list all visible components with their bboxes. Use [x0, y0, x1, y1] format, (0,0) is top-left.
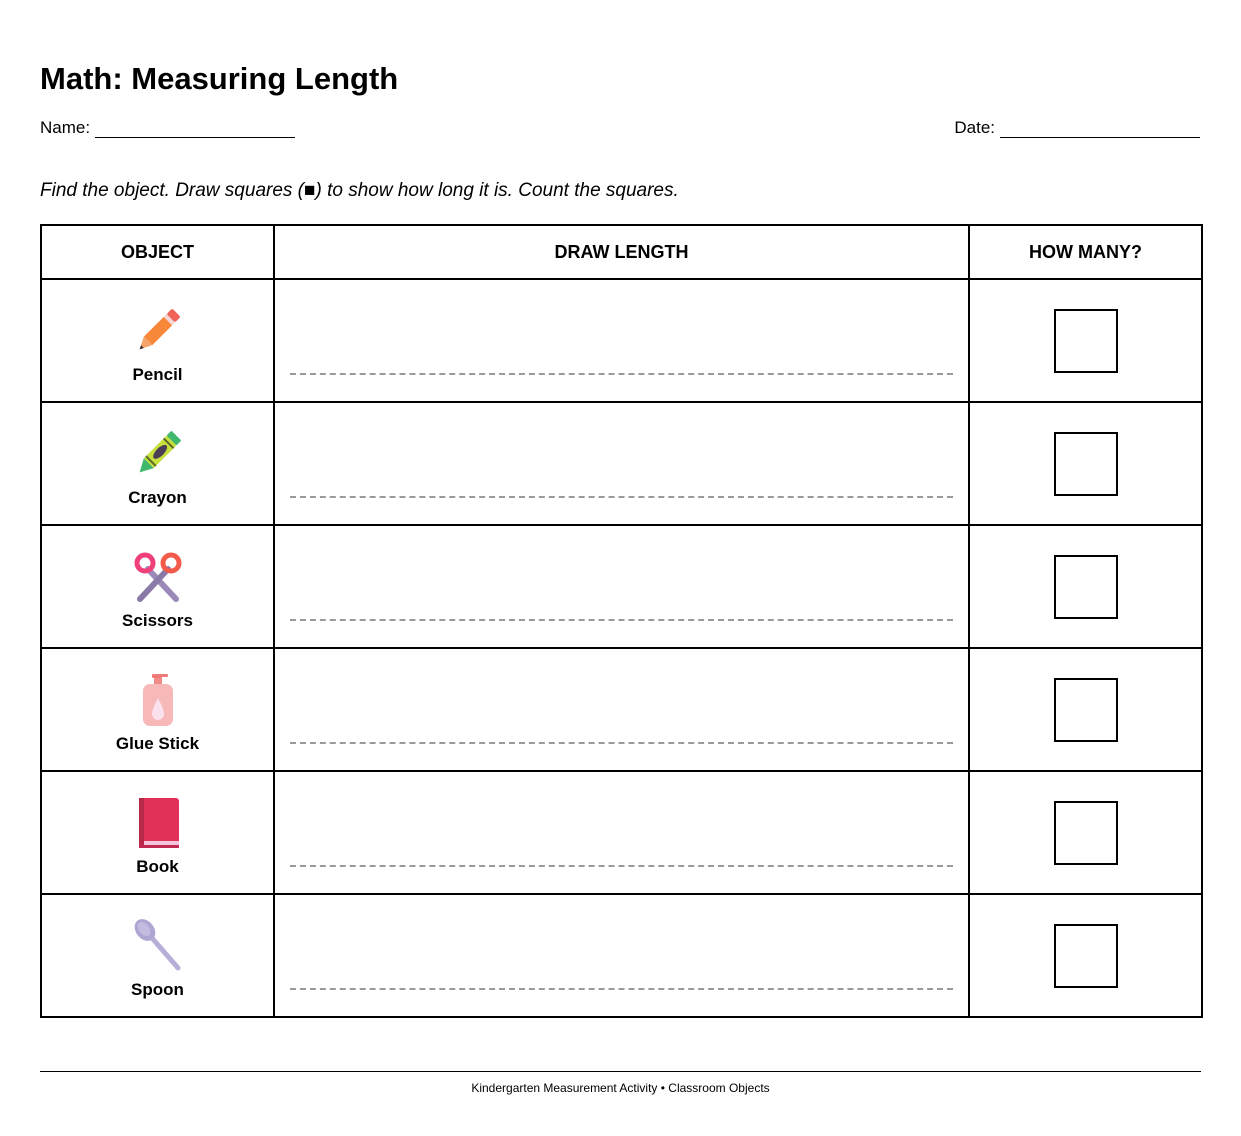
table-row — [41, 402, 1202, 525]
dashed-guide-line — [290, 742, 953, 744]
name-date-row — [40, 118, 1200, 140]
book-icon — [130, 795, 186, 851]
dashed-guide-line — [290, 496, 953, 498]
table-row — [41, 279, 1202, 402]
answer-box[interactable] — [1054, 555, 1118, 619]
crayon-icon — [130, 426, 186, 482]
how-many-cell — [969, 771, 1202, 894]
answer-box[interactable] — [1054, 801, 1118, 865]
how-many-cell — [969, 894, 1202, 1017]
table-row — [41, 648, 1202, 771]
answer-box[interactable] — [1054, 432, 1118, 496]
object-cell — [41, 402, 274, 525]
object-label: Spoon — [131, 980, 184, 999]
column-header-how-many: HOW MANY? — [969, 225, 1202, 279]
draw-length-cell[interactable] — [274, 894, 969, 1017]
draw-length-cell[interactable] — [274, 279, 969, 402]
object-label: Book — [136, 857, 179, 876]
column-header-draw-length: DRAW LENGTH — [274, 225, 969, 279]
object-cell — [41, 648, 274, 771]
column-header-object: OBJECT — [41, 225, 274, 279]
footer-text: Kindergarten Measurement Activity • Classroom Objects — [471, 1081, 770, 1095]
glue-bottle-icon — [130, 672, 186, 728]
page-title: Math: Measuring Length — [40, 61, 399, 96]
table-row — [41, 525, 1202, 648]
answer-box[interactable] — [1054, 924, 1118, 988]
draw-length-cell[interactable] — [274, 525, 969, 648]
date-field — [954, 118, 1200, 138]
table-row — [41, 894, 1202, 1017]
dashed-guide-line — [290, 865, 953, 867]
footer-divider — [40, 1071, 1201, 1072]
object-cell — [41, 279, 274, 402]
draw-length-cell[interactable] — [274, 771, 969, 894]
how-many-cell — [969, 402, 1202, 525]
date-blank-line[interactable] — [1000, 121, 1200, 138]
object-cell — [41, 771, 274, 894]
object-label: Glue Stick — [115, 734, 200, 753]
object-label: Crayon — [128, 488, 187, 507]
dashed-guide-line — [290, 988, 953, 990]
date-label: Date: — [954, 118, 995, 137]
name-field — [40, 118, 295, 138]
answer-box[interactable] — [1054, 678, 1118, 742]
dashed-guide-line — [290, 619, 953, 621]
draw-length-cell[interactable] — [274, 648, 969, 771]
measurement-table — [40, 224, 1203, 1018]
name-label: Name: — [40, 118, 91, 137]
table-header-row — [41, 225, 1202, 279]
object-label: Pencil — [132, 365, 183, 384]
how-many-cell — [969, 525, 1202, 648]
draw-length-cell[interactable] — [274, 402, 969, 525]
name-blank-line[interactable] — [95, 121, 295, 138]
table-row — [41, 771, 1202, 894]
how-many-cell — [969, 648, 1202, 771]
scissors-icon — [130, 549, 186, 605]
object-cell — [41, 525, 274, 648]
instructions: Find the object. Draw squares (■) to show how long it is. Count the squares. — [40, 180, 679, 201]
how-many-cell — [969, 279, 1202, 402]
pencil-icon — [130, 303, 186, 359]
object-cell — [41, 894, 274, 1017]
spoon-icon — [130, 918, 186, 974]
dashed-guide-line — [290, 373, 953, 375]
answer-box[interactable] — [1054, 309, 1118, 373]
object-label: Scissors — [122, 611, 193, 630]
